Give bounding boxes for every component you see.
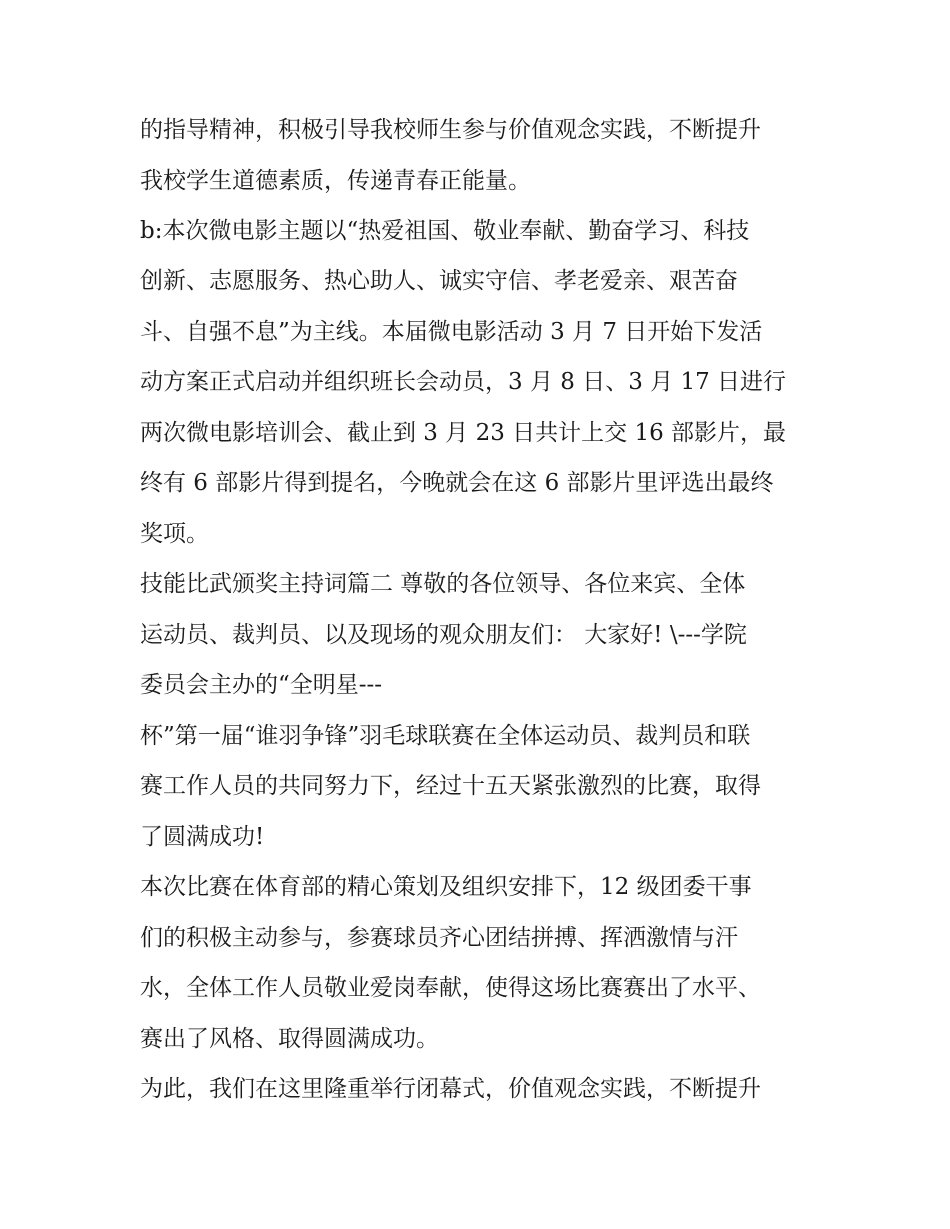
text-line: 我校学生道德素质，传递青春正能量。 [140, 168, 531, 194]
text-line: 的指导精神，积极引导我校师生参与价值观念实践，不断提升 [140, 117, 761, 143]
text-line: 为此，我们在这里隆重举行闭幕式，价值观念实践，不断提升 [140, 1076, 761, 1102]
text-line: b:本次微电影主题以“热爱祖国、敬业奉献、勤奋学习、科技 [140, 218, 750, 244]
text-line: 运动员、裁判员、以及现场的观众朋友们： 大家好! \---学院 [140, 622, 747, 648]
text-line: 奖项。 [140, 521, 209, 547]
text-line: 赛出了风格、取得圆满成功。 [140, 1026, 439, 1052]
text-line: 本次比赛在体育部的精心策划及组织安排下，12 级团委干事 [140, 874, 752, 900]
text-line: 技能比武颁奖主持词篇二 尊敬的各位领导、各位来宾、全体 [140, 571, 746, 597]
text-line: 了圆满成功! [140, 824, 265, 850]
text-line: 杯”第一届“谁羽争锋”羽毛球联赛在全体运动员、裁判员和联 [140, 723, 751, 749]
text-line: 两次微电影培训会、截止到 3 月 23 日共计上交 16 部影片，最 [140, 420, 787, 446]
text-line: 水，全体工作人员敬业爱岗奉献，使得这场比赛赛出了水平、 [140, 975, 761, 1001]
text-line: 赛工作人员的共同努力下，经过十五天紧张激烈的比赛，取得 [140, 773, 761, 799]
text-line: 创新、志愿服务、热心助人、诚实守信、孝老爱亲、艰苦奋 [140, 268, 738, 294]
text-line: 们的积极主动参与，参赛球员齐心团结拼搏、挥洒激情与汗 [140, 925, 738, 951]
text-line: 委员会主办的“全明星--- [140, 672, 383, 698]
text-line: 斗、自强不息”为主线。本届微电影活动 3 月 7 日开始下发活 [140, 319, 763, 345]
text-line: 动方案正式启动并组织班长会动员，3 月 8 日、3 月 17 日进行 [140, 369, 787, 395]
text-line: 终有 6 部影片得到提名，今晚就会在这 6 部影片里评选出最终 [140, 470, 774, 496]
